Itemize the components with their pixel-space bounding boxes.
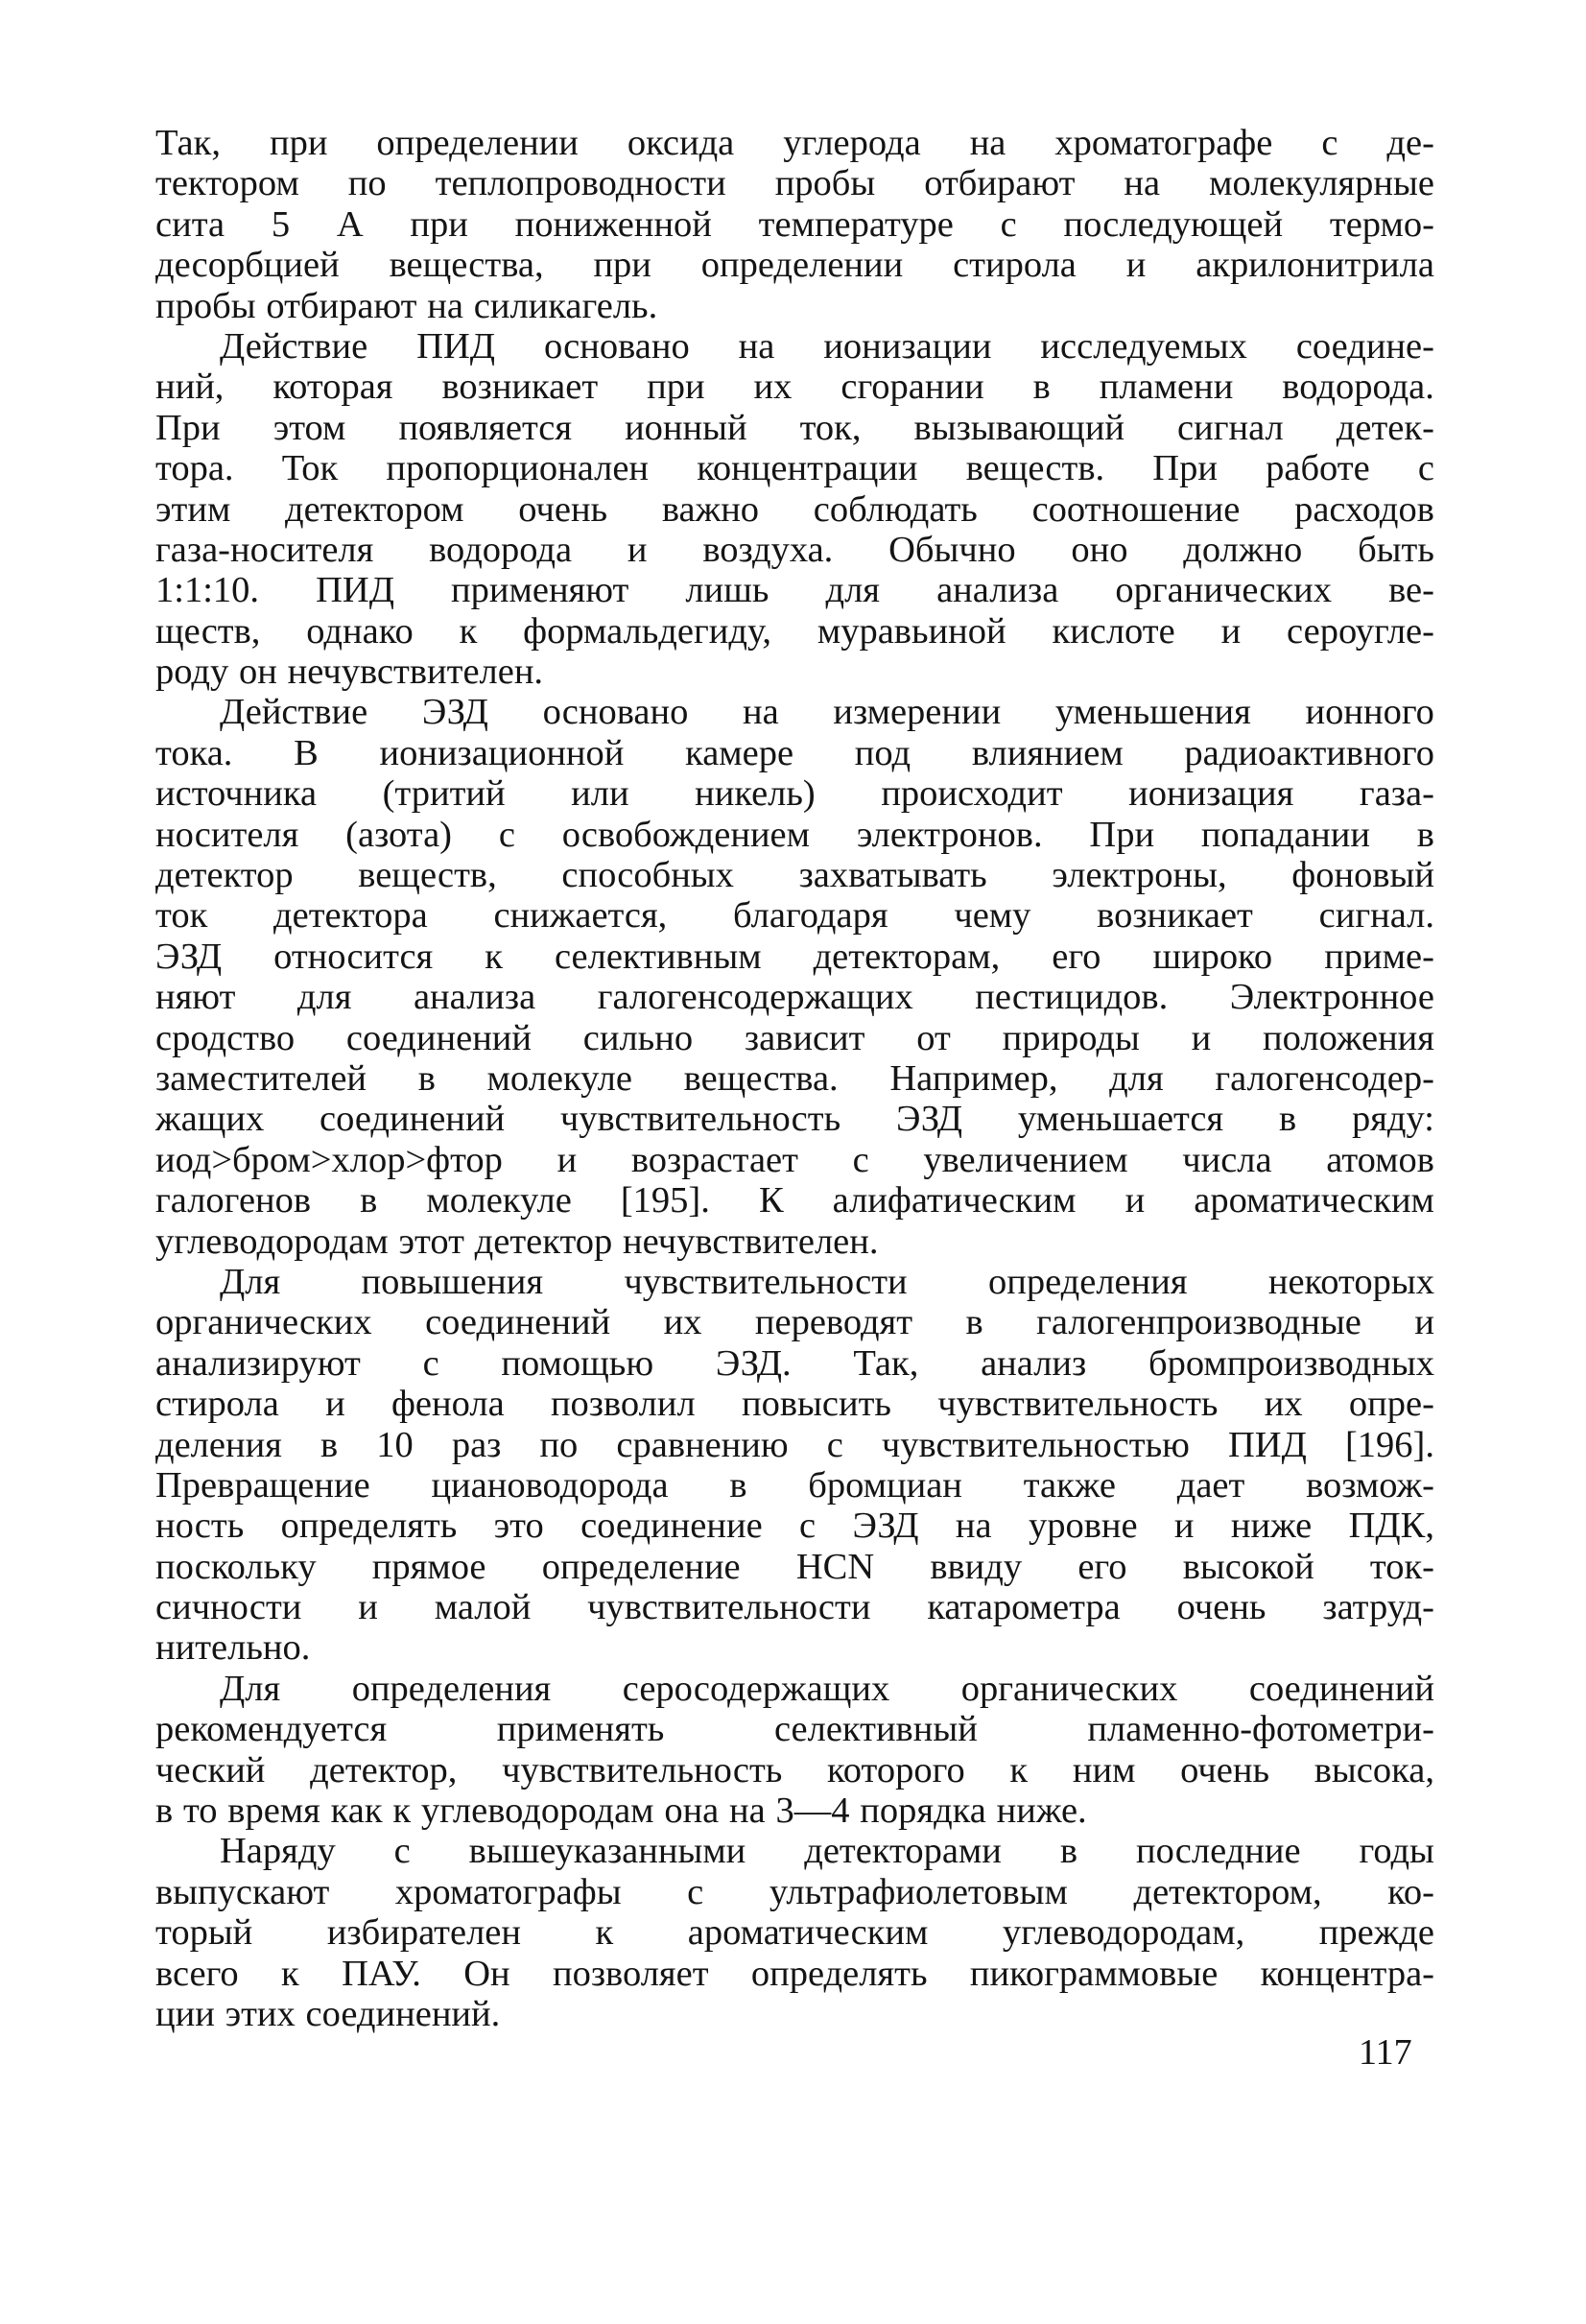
- text-line: Превращение циановодорода в бромциан также дает возмож-: [155, 1464, 1434, 1506]
- text-line: роду он нечувствителен.: [155, 652, 544, 693]
- text-line: иод>бром>хлор>фтор и возрастает с увеличением числа атомов: [155, 1139, 1434, 1180]
- text-line: Для повышения чувствительности определения некоторых: [220, 1261, 1434, 1302]
- text-line: Для определения серосодержащих органических соединений: [220, 1668, 1434, 1709]
- text-line: ЭЗД относится к селективным детекторам, его широко приме-: [155, 936, 1434, 977]
- text-line: ческий детектор, чувствительность которого к ним очень высока,: [155, 1749, 1434, 1790]
- text-line: в то время как к углеводородам она на 3—4 порядка ниже.: [155, 1790, 1087, 1832]
- text-line: заместителей в молекуле вещества. Например, для галогенсодер-: [155, 1057, 1434, 1099]
- text-line: сита 5 А при пониженной температуре с последующей термо-: [155, 203, 1434, 245]
- text-line: галогенов в молекуле [195]. К алифатическим и ароматическим: [155, 1180, 1434, 1221]
- text-line: ществ, однако к формальдегиду, муравьиной кислоте и сероугле-: [155, 610, 1434, 652]
- text-line: 1:1:10. ПИД применяют лишь для анализа органических ве-: [155, 570, 1434, 611]
- paragraph-sulfur-compounds: [155, 1669, 1434, 1832]
- text-line: сродство соединений сильно зависит от природы и положения: [155, 1017, 1434, 1058]
- text-line: ток детектора снижается, благодаря чему возникает сигнал.: [155, 895, 1434, 937]
- text-line: тектором по теплопроводности пробы отбирают на молекулярные: [155, 163, 1434, 204]
- text-line: торый избирателен к ароматическим углеводородам, прежде: [155, 1912, 1434, 1954]
- text-line: углеводородам этот детектор нечувствителен.: [155, 1221, 879, 1262]
- paragraph-fid-detector: [155, 326, 1434, 693]
- text-line: Действие ПИД основано на ионизации исследуемых соедине-: [220, 325, 1434, 367]
- text-line: тока. В ионизационной камере под влиянием радиоактивного: [155, 732, 1434, 773]
- text-line: поскольку прямое определение HCN ввиду его высокой ток-: [155, 1546, 1434, 1587]
- text-line: ность определять это соединение с ЭЗД на уровне и ниже ПДК,: [155, 1506, 1434, 1547]
- text-line: сичности и малой чувствительности катарометра очень затруд-: [155, 1587, 1434, 1628]
- text-line: ний, которая возникает при их сгорании в пламени водорода.: [155, 367, 1434, 408]
- text-line: газа-носителя водорода и воздуха. Обычно оно должно быть: [155, 529, 1434, 570]
- paragraph-oxide-sampling: [155, 123, 1434, 326]
- text-line: носителя (азота) с освобождением электронов. При попадании в: [155, 814, 1434, 855]
- text-line: деления в 10 раз по сравнению с чувствительностью ПИД [196].: [155, 1424, 1434, 1465]
- text-line: няют для анализа галогенсодержащих пестицидов. Электронное: [155, 977, 1434, 1018]
- text-line: десорбцией вещества, при определении стирола и акрилонитрила: [155, 245, 1434, 286]
- body-text: [155, 123, 1434, 2034]
- text-line: Так, при определении оксида углерода на хроматографе с де-: [155, 123, 1434, 163]
- paragraph-sensitivity-derivatization: [155, 1262, 1434, 1669]
- paragraph-ecd-detector: [155, 692, 1434, 1261]
- text-line: ции этих соединений.: [155, 1993, 501, 2034]
- text-line: При этом появляется ионный ток, вызывающий сигнал детек-: [155, 407, 1434, 448]
- text-line: органических соединений их переводят в галогенпроизводные и: [155, 1302, 1434, 1343]
- text-line: Наряду с вышеуказанными детекторами в последние годы: [220, 1831, 1434, 1872]
- text-line: пробы отбирают на силикагель.: [155, 285, 658, 326]
- text-line: всего к ПАУ. Он позволяет определять пикограммовые концентра-: [155, 1953, 1434, 1994]
- text-line: Действие ЭЗД основано на измерении уменьшения ионного: [220, 692, 1434, 733]
- text-line: детектор веществ, способных захватывать электроны, фоновый: [155, 855, 1434, 896]
- text-line: выпускают хроматографы с ультрафиолетовым детектором, ко-: [155, 1871, 1434, 1912]
- text-line: рекомендуется применять селективный пламенно-фотометри-: [155, 1709, 1434, 1750]
- text-line: жащих соединений чувствительность ЭЗД уменьшается в ряду:: [155, 1099, 1434, 1140]
- text-line: тора. Ток пропорционален концентрации веществ. При работе с: [155, 448, 1434, 489]
- text-line: стирола и фенола позволил повысить чувствительность их опре-: [155, 1384, 1434, 1425]
- page-number: 117: [1359, 2032, 1412, 2073]
- paragraph-uv-detector: [155, 1831, 1434, 2034]
- text-line: анализируют с помощью ЭЗД. Так, анализ бромпроизводных: [155, 1342, 1434, 1384]
- text-line: нительно.: [155, 1627, 311, 1669]
- text-line: источника (тритий или никель) происходит ионизация газа-: [155, 773, 1434, 815]
- text-line: этим детектором очень важно соблюдать соотношение расходов: [155, 488, 1434, 530]
